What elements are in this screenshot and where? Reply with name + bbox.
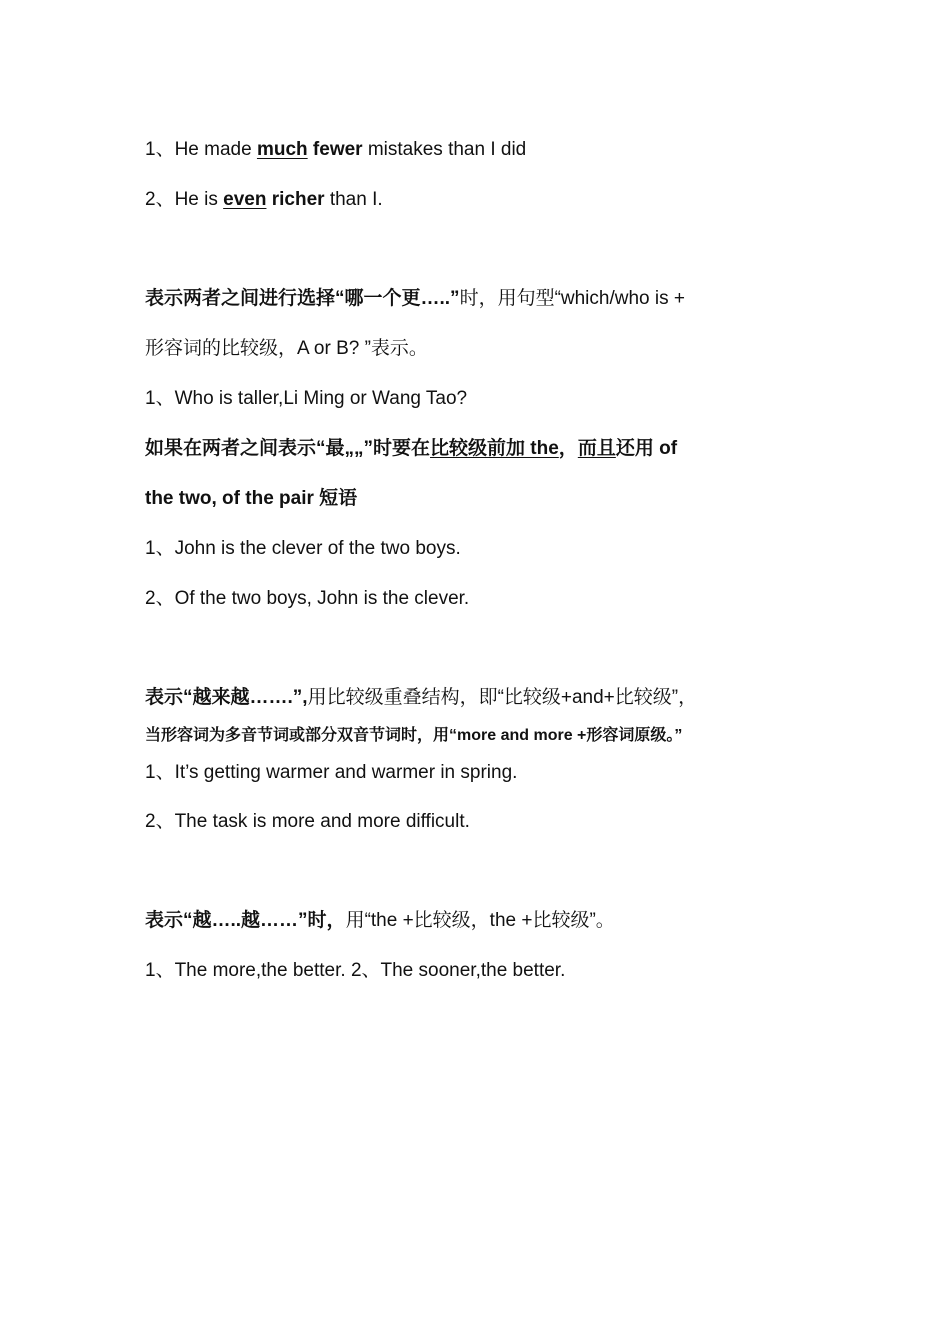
text: 1、He made — [145, 139, 257, 160]
example-line: 2、Of the two boys, John is the clever. — [145, 588, 470, 609]
underlined-word: even — [223, 189, 267, 210]
example-line — [145, 187, 383, 213]
bold-word: richer — [266, 189, 325, 210]
rule-bold-text: 表示“越…..越……”时， — [145, 910, 346, 931]
rule-heading — [145, 685, 697, 711]
rule-continuation: the two, of the pair 短语 — [145, 488, 358, 509]
rule-bold-text: 表示“越来越…….”, — [145, 687, 308, 708]
rule-heading — [145, 908, 615, 934]
text: than I. — [324, 189, 383, 210]
text: mistakes than I did — [362, 139, 527, 160]
example-line: 1、The more,the better. 2、The sooner,the better. — [145, 960, 566, 981]
example-line — [145, 137, 526, 163]
rule-text: 时，用句型“which/who is + — [459, 288, 685, 309]
text: 2、He is — [145, 189, 224, 210]
rule-note: 当形容词为多音节词或部分双音节词时，用“more and more +形容词原级。” — [145, 727, 683, 744]
rule-text: ， — [558, 438, 578, 459]
rule-bold-text: 表示两者之间进行选择“哪一个更…..” — [145, 288, 460, 309]
rule-text: 如果在两者之间表示“最„„”时要在 — [145, 438, 431, 459]
rule-text: 用“the +比较级，the +比较级”。 — [345, 910, 615, 931]
rule-text: 用比较级重叠结构，即“比较级+and+比较级”， — [307, 687, 698, 708]
rule-continuation: 形容词的比较级，A or B? ”表示。 — [145, 338, 428, 359]
example-line: 1、John is the clever of the two boys. — [145, 538, 461, 559]
underlined-phrase: 比较级前加 the — [430, 438, 559, 459]
rule-text: 还用 of — [615, 438, 678, 459]
rule-heading — [145, 286, 685, 312]
example-line: 2、The task is more and more difficult. — [145, 811, 470, 832]
bold-word: fewer — [307, 139, 363, 160]
underlined-word: much — [256, 139, 308, 160]
example-line: 1、It’s getting warmer and warmer in spring. — [145, 762, 518, 783]
example-line: 1、Who is taller,Li Ming or Wang Tao? — [145, 388, 468, 409]
underlined-phrase: 而且 — [577, 438, 616, 459]
rule-heading — [145, 436, 677, 462]
